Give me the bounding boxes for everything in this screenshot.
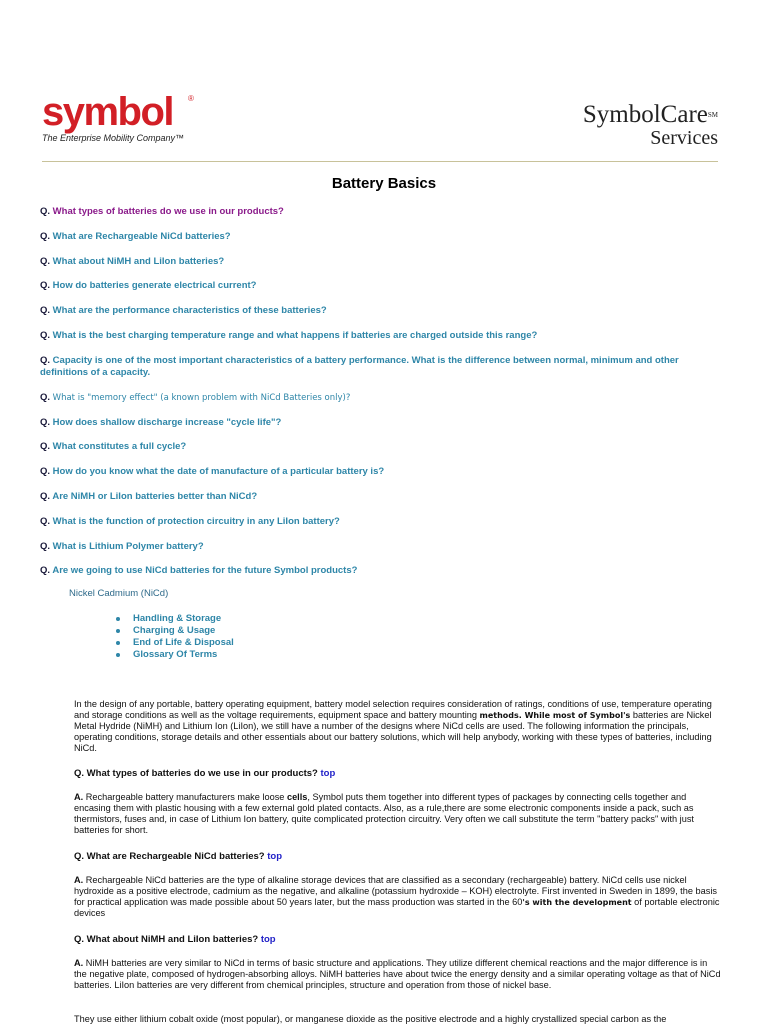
faq-item[interactable] [40, 305, 700, 330]
faq-prefix: Q. [40, 206, 51, 217]
answer-text: Rechargeable NiCd batteries are the type of alkaline storage devices that are classified as a secondary (rechargeable) battery. NiCd cells use nickel hydroxide as a positive electrode, cadmium as the negative, and alkaline (potassium hydroxide – KOH) electrolyte. First invented in Sweden in 1899, the basis for practical application was made possible about 50 years later, but the mass production was started in the 60 [74, 875, 717, 907]
answer-paragraph [74, 792, 722, 836]
faq-link[interactable]: What is the function of protection circuitry in any LiIon battery? [52, 515, 340, 527]
faq-item[interactable] [40, 206, 700, 231]
intro-text: methods. While most of Symbol's [479, 711, 631, 720]
registered-mark: ® [188, 94, 194, 103]
faq-link[interactable]: What is Lithium Polymer battery? [52, 540, 204, 552]
faq-prefix: Q. [40, 230, 51, 242]
faq-link[interactable]: Capacity is one of the most important characteristics of a battery performance. What is the difference between normal, minimum and other definitions of a capacity. [40, 354, 679, 378]
bullet-icon [116, 629, 120, 633]
top-link[interactable]: top [260, 934, 276, 945]
nicd-link-charging[interactable] [116, 625, 234, 637]
answer-paragraph [74, 875, 722, 919]
nicd-heading: Nickel Cadmium (NiCd) [69, 588, 169, 599]
faq-link[interactable]: What constitutes a full cycle? [52, 441, 187, 453]
faq-item[interactable] [40, 280, 700, 305]
answer-question-text: Q. What types of batteries do we use in our products? [74, 768, 318, 779]
symbolcare-wordmark: SymbolCare [582, 101, 708, 128]
faq-item[interactable] [40, 392, 700, 417]
faq-prefix: Q. [40, 565, 51, 577]
faq-prefix: Q. [40, 441, 51, 453]
faq-item[interactable] [40, 417, 700, 442]
faq-prefix: Q. [40, 329, 51, 341]
answer-text: , Symbol puts them together into different types of packages by connecting cells together and encasing them with plastic housing with a few external gold plated contacts. Also, as a rule,there are some electronic components inside a pack, such as thermistors, fuses and, in case of Lithium Ion battery, quite complicated protection circuitry. Very often we call substitute the term "battery packs" with just batteries for short. [74, 792, 694, 835]
service-mark: SM [707, 111, 718, 119]
faq-item[interactable] [40, 355, 700, 392]
faq-prefix: Q. [40, 391, 51, 403]
faq-item[interactable] [40, 491, 700, 516]
faq-list [40, 206, 700, 590]
continuation-paragraph: They use either lithium cobalt oxide (most popular), or manganese dioxide as the positive electrode and a highly crystallized special carbon as the [74, 1014, 667, 1024]
answer-question-heading [74, 934, 722, 945]
nicd-link-handling[interactable] [116, 613, 234, 625]
intro-paragraph [74, 699, 722, 754]
answer-question-text: Q. What are Rechargeable NiCd batteries? [74, 851, 265, 862]
top-link[interactable]: top [320, 768, 336, 779]
faq-link[interactable]: What are Rechargeable NiCd batteries? [52, 230, 231, 242]
faq-link[interactable]: What is "memory effect" (a known problem with NiCd Batteries only)? [52, 392, 351, 403]
faq-link[interactable]: What is the best charging temperature range and what happens if batteries are charged outside this range? [52, 329, 538, 341]
answer-prefix: A. [74, 875, 84, 885]
answer-paragraph [74, 958, 722, 991]
faq-prefix: Q. [40, 416, 51, 428]
faq-link[interactable]: Are NiMH or LiIon batteries better than NiCd? [52, 490, 258, 502]
faq-link[interactable]: How do you know what the date of manufacture of a particular battery is? [52, 466, 385, 478]
faq-link[interactable]: What about NiMH and LiIon batteries? [52, 255, 225, 267]
answer-question-text: Q. What about NiMH and LiIon batteries? [74, 934, 259, 945]
faq-item[interactable] [40, 466, 700, 491]
faq-prefix: Q. [40, 305, 51, 317]
bullet-icon [116, 641, 120, 645]
header-divider [42, 161, 718, 162]
nicd-link-label[interactable]: Charging & Usage [133, 625, 216, 636]
intro-text: batteries are Nickel Metal Hydride (NiMH) and Lithium Ion (LiIon), we still have a number of the designs where NiCd cells are used. The following information the principals, operating conditions, storage details and other essentials about our battery solutions, which will help anybody, working with these types of batteries, including NiCd. [74, 710, 712, 753]
answer-text: of portable electronic devices [74, 897, 720, 918]
faq-prefix: Q. [40, 540, 51, 552]
answer-text: Rechargeable battery manufacturers make loose [83, 792, 287, 802]
nicd-link-disposal[interactable] [116, 637, 234, 649]
answer-question-heading [74, 851, 722, 862]
faq-link[interactable]: What types of batteries do we use in our products? [52, 206, 284, 217]
faq-prefix: Q. [40, 280, 51, 292]
faq-link[interactable]: Are we going to use NiCd batteries for the future Symbol products? [52, 565, 358, 577]
top-link[interactable]: top [267, 851, 283, 862]
faq-prefix: Q. [40, 466, 51, 478]
nicd-link-glossary[interactable] [116, 649, 234, 661]
answer-prefix: A. [74, 958, 84, 968]
nicd-link-label[interactable]: Handling & Storage [133, 613, 222, 624]
faq-item[interactable] [40, 231, 700, 256]
faq-item[interactable] [40, 256, 700, 281]
answer-question-heading [74, 768, 722, 779]
faq-item[interactable] [40, 541, 700, 566]
faq-prefix: Q. [40, 490, 51, 502]
faq-item[interactable] [40, 565, 700, 590]
faq-item[interactable] [40, 516, 700, 541]
answer-bold-text: cells [286, 792, 308, 802]
faq-link[interactable]: What are the performance characteristics of these batteries? [52, 305, 327, 317]
nicd-link-label[interactable]: Glossary Of Terms [133, 649, 218, 660]
faq-prefix: Q. [40, 515, 51, 527]
faq-link[interactable]: How do batteries generate electrical current? [52, 280, 257, 292]
services-wordmark: Services [650, 127, 718, 149]
answer-text: 's with the development [522, 898, 632, 907]
faq-item[interactable] [40, 330, 700, 355]
nicd-link-list [116, 613, 234, 661]
faq-prefix: Q. [40, 255, 51, 267]
bullet-icon [116, 617, 120, 621]
faq-item[interactable] [40, 441, 700, 466]
symbol-tagline: The Enterprise Mobility Company™ [42, 133, 185, 143]
faq-prefix: Q. [40, 354, 51, 366]
symbol-logo [42, 92, 202, 143]
answer-text: NiMH batteries are very similar to NiCd in terms of basic structure and applications. They utilize different chemical reactions and the major difference is in the negative plate, composed of hydrogen-absorbing alloys. NiMH batteries have about twice the energy density and a similar operating voltage as that of NiCd batteries. LiIon batteries are very different from chemical principles, structure and operation from those of nickel base. [74, 958, 721, 990]
page-title: Battery Basics [331, 175, 437, 192]
bullet-icon [116, 653, 120, 657]
intro-text: In the design of any portable, battery operating equipment, battery model selection requires consideration of ratings, conditions of use, temperature operating and storage conditions as well as the voltage requirements, equipment space and battery mounting [74, 699, 712, 720]
symbolcare-logo [583, 102, 718, 148]
answer-prefix: A. [74, 792, 84, 802]
faq-link[interactable]: How does shallow discharge increase "cycle life"? [52, 416, 282, 428]
nicd-link-label[interactable]: End of Life & Disposal [133, 637, 234, 648]
symbol-wordmark: symbol [42, 90, 174, 134]
